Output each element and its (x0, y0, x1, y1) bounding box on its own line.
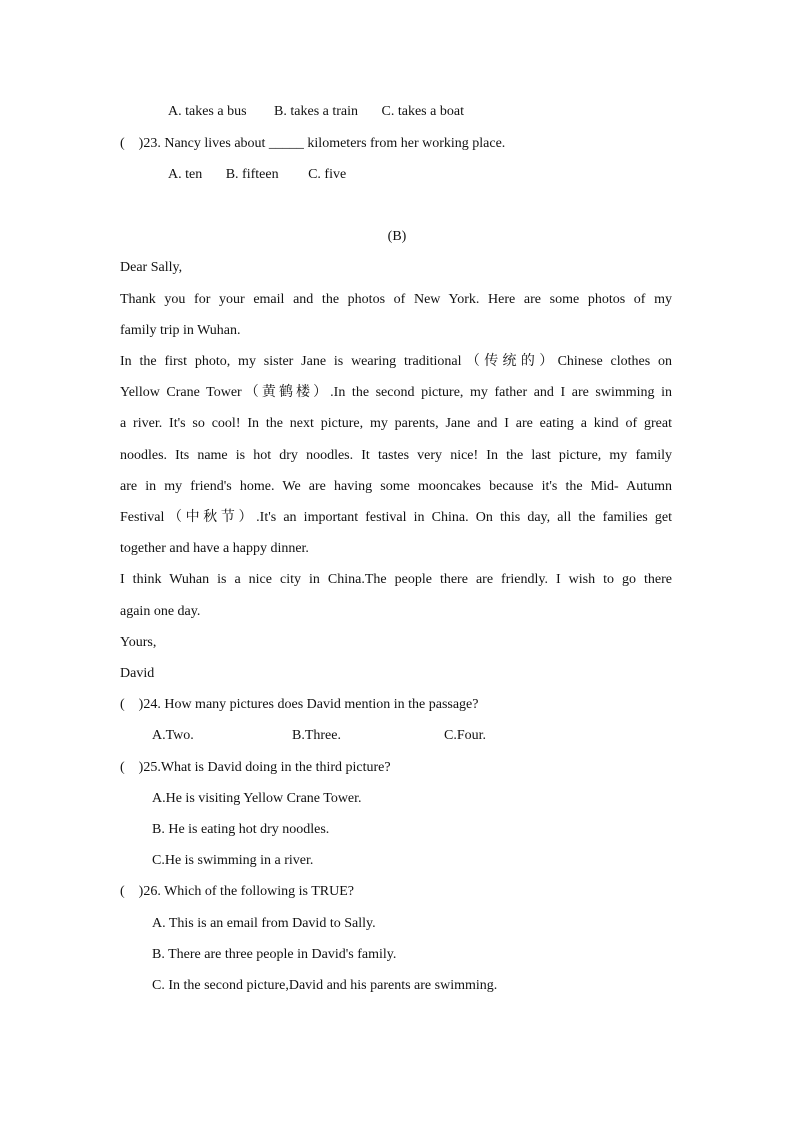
q24-option-b: B.Three. (292, 728, 341, 743)
letter-signature: David (120, 666, 155, 681)
letter-line: In the first photo, my sister Jane is wearing traditional（传统的）Chinese clothes on (120, 354, 672, 369)
letter-line: a river. It's so cool! In the next picture, my parents, Jane and I are eating a kind of great (120, 416, 672, 431)
letter-line: Yellow Crane Tower（黄鹤楼）.In the second picture, my father and I are swimming in (120, 385, 672, 400)
q23-option-b: B. fifteen (225, 167, 279, 182)
question-25 (120, 759, 391, 777)
question-26 (120, 883, 354, 901)
answer-paren: ( (120, 697, 125, 712)
letter-line: I think Wuhan is a nice city in China.The people there are friendly. I wish to go there (120, 572, 672, 587)
question-23-text: )23. Nancy lives about _____ kilometers from her working place. (138, 136, 506, 151)
answer-paren: ( (120, 136, 125, 151)
q22-option-b: B. takes a train (274, 104, 359, 119)
letter-closing: Yours, (120, 635, 157, 650)
answer-paren: ( (120, 760, 125, 775)
question-23 (120, 135, 505, 153)
q24-option-c: C.Four. (444, 728, 487, 743)
q22-option-a: A. takes a bus (168, 104, 247, 119)
question-25-text: )25.What is David doing in the third picture? (138, 760, 391, 775)
q26-option-c: C. In the second picture,David and his parents are swimming. (152, 978, 498, 993)
q22-options (168, 103, 464, 121)
q26-option-b: B. There are three people in David's family. (152, 947, 397, 962)
section-label: (B) (387, 229, 407, 244)
q22-option-c: C. takes a boat (381, 104, 464, 119)
question-26-text: )26. Which of the following is TRUE? (138, 884, 354, 899)
q23-option-a: A. ten (168, 167, 203, 182)
letter-line: family trip in Wuhan. (120, 323, 241, 338)
letter-line: noodles. Its name is hot dry noodles. It tastes very nice! In the last picture, my family (120, 448, 672, 463)
letter-line: Thank you for your email and the photos of New York. Here are some photos of my (120, 292, 672, 307)
letter-line: together and have a happy dinner. (120, 541, 309, 556)
q25-option-a: A.He is visiting Yellow Crane Tower. (152, 791, 362, 806)
q25-option-c: C.He is swimming in a river. (152, 853, 314, 868)
question-24 (120, 696, 478, 714)
question-24-text: )24. How many pictures does David mention in the passage? (138, 697, 479, 712)
q26-option-a: A. This is an email from David to Sally. (152, 916, 376, 931)
answer-paren: ( (120, 884, 125, 899)
letter-line: are in my friend's home. We are having some mooncakes because it's the Mid- Autumn (120, 479, 672, 494)
q25-option-b: B. He is eating hot dry noodles. (152, 822, 330, 837)
q23-options (168, 166, 346, 184)
letter-line: Festival（中秋节）.It's an important festival in China. On this day, all the families get (120, 510, 672, 525)
letter-salutation: Dear Sally, (120, 260, 183, 275)
letter-line: again one day. (120, 604, 201, 619)
q23-option-c: C. five (308, 167, 347, 182)
q24-option-a: A.Two. (152, 728, 194, 743)
